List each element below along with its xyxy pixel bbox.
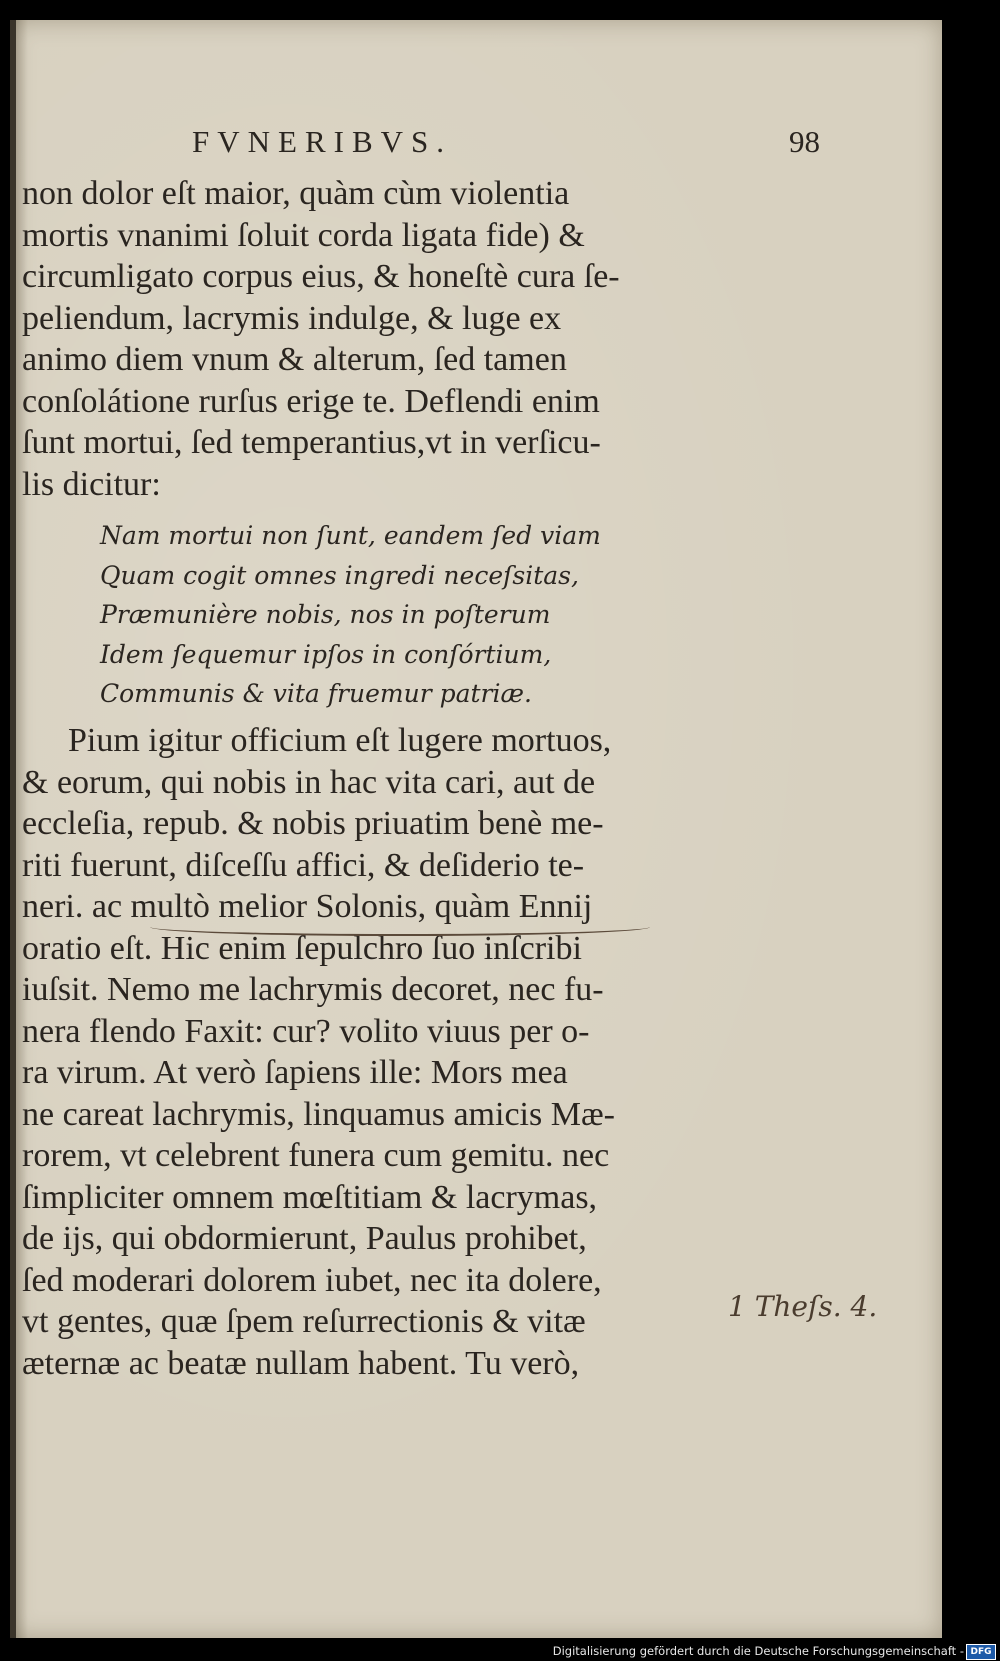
text-line: ſimpliciter omnem mœſtitiam & lacrymas, <box>22 1178 598 1216</box>
text-line: nera flendo Faxit: cur? volito viuus per o- <box>22 1012 590 1050</box>
verse-quotation <box>100 516 700 714</box>
text-line: de ijs, qui obdormierunt, Paulus prohibet, <box>22 1220 587 1257</box>
text-line: iuſsit. Nemo me lachrymis decoret, nec fu- <box>22 971 604 1008</box>
text-line: Pium igitur officium eſt lugere mortuos, <box>68 722 612 759</box>
running-title: FVNERIBVS. <box>192 124 453 159</box>
text-line: oratio eſt. Hic enim ſepulchro ſuo inſcribi <box>22 929 582 967</box>
text-line: ra virum. At verò ſapiens ille: Mors mea <box>22 1054 568 1091</box>
text-line: & eorum, qui nobis in hac vita cari, aut de <box>22 763 596 801</box>
margin-annotation: 1 Theſs. 4. <box>728 1290 878 1323</box>
text-line: æternæ ac beatæ nullam habent. Tu verò, <box>22 1344 580 1382</box>
dfg-logo: DFG <box>966 1644 996 1660</box>
verse-line: Præmunière nobis, nos in poſterum <box>100 600 551 629</box>
page-number: 98 <box>789 124 820 159</box>
body-text <box>22 173 702 505</box>
digitization-footer <box>0 1642 1000 1661</box>
verse-line: Quam cogit omnes ingredi neceſsitas, <box>100 560 579 590</box>
verse-line: Idem ſequemur ipſos in conſórtium, <box>100 639 552 669</box>
handwritten-underline <box>150 918 650 936</box>
page-header <box>180 122 820 166</box>
book-page <box>10 20 942 1638</box>
body-text-continued <box>22 720 702 1384</box>
text-line: neri. ac multò melior Solonis, quàm Ennij <box>22 888 593 925</box>
text-line: peliendum, lacrymis indulge, & luge ex <box>22 299 562 337</box>
text-line: ne careat lachrymis, linquamus amicis Mæ- <box>22 1095 615 1133</box>
text-line: ſunt mortui, ſed temperantius,vt in verſicu- <box>22 424 601 461</box>
funding-credit: Digitalisierung gefördert durch die Deutsche Forschungsgemeinschaft - <box>552 1644 964 1658</box>
text-line: animo diem vnum & alterum, ſed tamen <box>22 341 567 378</box>
text-line: riti fuerunt, diſceſſu affici, & deſiderio te- <box>22 846 585 884</box>
verse-line: Communis & vita fruemur patriæ. <box>100 679 532 708</box>
text-line: mortis vnanimi ſoluit corda ligata fide) & <box>22 216 585 254</box>
text-line: vt gentes, quæ ſpem reſurrectionis & vitæ <box>22 1303 586 1340</box>
verse-line: Nam mortui non ſunt, eandem ſed viam <box>100 521 601 550</box>
text-line: conſolátione rurſus erige te. Deflendi enim <box>22 382 600 420</box>
text-line: eccleſia, repub. & nobis priuatim benè me- <box>22 805 604 842</box>
text-line: non dolor eſt maior, quàm cùm violentia <box>22 175 570 212</box>
page-binding-edge <box>10 20 16 1638</box>
text-line: lis dicitur: <box>22 465 161 503</box>
text-line: ſed moderari dolorem iubet, nec ita dolere, <box>22 1261 602 1299</box>
text-line: circumligato corpus eius, & honeſtè cura ſe- <box>22 258 620 295</box>
text-line: rorem, vt celebrent funera cum gemitu. nec <box>22 1137 610 1174</box>
